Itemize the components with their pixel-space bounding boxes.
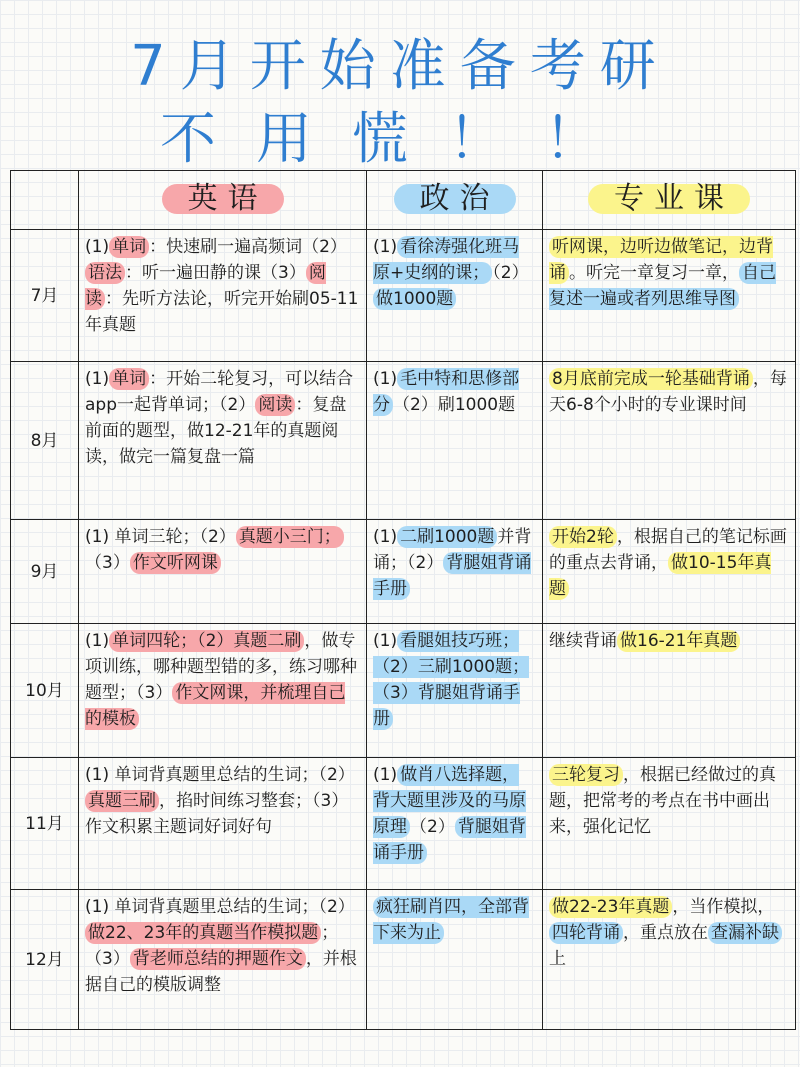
highlighted-text: 四轮背诵 xyxy=(549,922,623,944)
plan-cell-major xyxy=(543,230,796,362)
highlighted-text: 查漏补缺 xyxy=(708,922,782,944)
month-row xyxy=(11,758,796,890)
month-row xyxy=(11,624,796,758)
highlighted-text: 开始2轮 xyxy=(549,526,617,548)
plan-text: （2） xyxy=(199,527,236,547)
plan-cell-politics xyxy=(367,624,543,758)
plan-text: (1) 单词背真题里总结的生词；（2） xyxy=(85,897,355,917)
highlighted-text: 自己复述一遍或者列思维导图 xyxy=(549,263,776,309)
plan-text: ：快速刷一遍高频词（2） xyxy=(149,237,347,257)
plan-text: ：复盘前面的题型，做12-21年的真题阅读，做完一篇复盘一篇 xyxy=(85,395,347,467)
plan-text: ，根据自己的笔记标画的重点去背诵， xyxy=(549,527,787,573)
month-label: 11月 xyxy=(11,758,79,890)
plan-cell-major xyxy=(543,758,796,890)
month-row xyxy=(11,362,796,520)
column-header-politics xyxy=(367,171,543,230)
plan-cell-english xyxy=(79,362,367,520)
page-title-line-2: 不用慌！！ xyxy=(160,107,640,172)
plan-text: (1) xyxy=(373,369,398,389)
plan-text: ，并根据自己的模版调整 xyxy=(85,949,357,995)
plan-text: 上 xyxy=(549,949,566,969)
highlighted-text: 阅读 xyxy=(255,394,295,416)
header-major-label: 专业课 xyxy=(588,184,750,214)
month-row xyxy=(11,890,796,1030)
highlighted-text: 真题小三门； xyxy=(236,526,344,548)
highlighted-text: 做22、23年的真题当作模拟题 xyxy=(85,922,321,944)
highlighted-text: 看腿姐技巧班；（2）三刷1000题；（3）背腿姐背诵手册 xyxy=(373,631,530,729)
highlighted-text: 背腿姐背诵手册 xyxy=(373,553,532,599)
plan-cell-english xyxy=(79,520,367,624)
plan-text: (1) 单词三轮； xyxy=(85,527,200,547)
plan-text: (1) xyxy=(85,237,110,257)
highlighted-text: 二刷1000题 xyxy=(397,526,497,548)
plan-text: ，当作模拟， xyxy=(672,897,775,917)
plan-cell-major xyxy=(543,890,796,1030)
highlighted-text: 疯狂刷肖四，全部背下来为止 xyxy=(373,897,529,943)
column-header-english xyxy=(79,171,367,230)
plan-cell-major xyxy=(543,362,796,520)
highlighted-text: 做1000题 xyxy=(373,288,456,310)
month-row xyxy=(11,230,796,362)
plan-text: (1) xyxy=(85,631,110,651)
plan-cell-english xyxy=(79,624,367,758)
highlighted-text: 真题三刷 xyxy=(85,790,159,812)
highlighted-text: 做22-23年真题 xyxy=(549,896,672,918)
plan-cell-major xyxy=(543,520,796,624)
month-label: 7月 xyxy=(11,230,79,362)
plan-cell-politics xyxy=(367,520,543,624)
plan-text: 继续背诵 xyxy=(549,631,617,651)
plan-text: ：听一遍田静的课（3） xyxy=(125,263,306,283)
highlighted-text: 阅读 xyxy=(85,263,326,309)
highlighted-text: 作文听网课 xyxy=(130,552,221,574)
month-label: 8月 xyxy=(11,362,79,520)
plan-text: （3） xyxy=(85,553,130,573)
plan-text: ，做专项训练，哪种题型错的多，练习哪种题型；（3） xyxy=(85,631,357,703)
month-label: 12月 xyxy=(11,890,79,1030)
header-row xyxy=(11,171,796,230)
plan-text: ：开始二轮复习，可以结合app一起背单词；（2） xyxy=(85,369,354,415)
plan-text: ，每天6-8个小时的专业课时间 xyxy=(549,369,787,415)
header-politics-label: 政治 xyxy=(394,184,516,214)
plan-text: 。听完一章复习一章， xyxy=(569,263,739,283)
month-label: 9月 xyxy=(11,520,79,624)
plan-text: ，掐时间练习整套；（3）作文积累主题词好词好句 xyxy=(85,791,349,837)
plan-text: ，根据已经做过的真题，把常考的考点在书中画出来，强化记忆 xyxy=(549,765,776,837)
month-label: 10月 xyxy=(11,624,79,758)
plan-cell-major xyxy=(543,624,796,758)
plan-text: ：先听方法论，听完开始刷05-11年真题 xyxy=(85,289,359,335)
column-header-major xyxy=(543,171,796,230)
corner-cell xyxy=(11,171,79,230)
header-english-label: 英语 xyxy=(162,184,284,214)
plan-text: （2） xyxy=(410,817,455,837)
highlighted-text: 做肖八选择题，背大题里涉及的马原原理 xyxy=(373,765,526,837)
highlighted-text: 做10-15年真题 xyxy=(549,553,772,599)
plan-cell-english xyxy=(79,890,367,1030)
plan-text: ；（3） xyxy=(85,923,339,969)
highlighted-text: 听网课，边听边做笔记，边背诵 xyxy=(549,237,773,283)
plan-text: ，重点放在 xyxy=(623,923,708,943)
highlighted-text: 背腿姐背诵手册 xyxy=(373,817,526,863)
highlighted-text: 单词四轮；（2）真题二刷 xyxy=(109,630,304,652)
month-row xyxy=(11,520,796,624)
plan-text: (1) xyxy=(373,765,398,785)
plan-cell-politics xyxy=(367,230,543,362)
page-title-line-1: 7月开始准备考研 xyxy=(130,34,670,99)
plan-text: （2） xyxy=(492,263,529,283)
highlighted-text: 毛中特和思修部分 xyxy=(373,369,520,415)
plan-body xyxy=(11,230,796,1030)
plan-cell-english xyxy=(79,758,367,890)
study-plan-table xyxy=(10,170,796,1030)
highlighted-text: 作文网课，并梳理自己的模板 xyxy=(85,683,346,729)
highlighted-text: 三轮复习 xyxy=(549,764,623,786)
plan-cell-politics xyxy=(367,362,543,520)
plan-text: (1) xyxy=(373,631,398,651)
highlighted-text: 背老师总结的押题作文 xyxy=(130,948,306,970)
highlighted-text: 8月底前完成一轮基础背诵 xyxy=(549,368,753,390)
plan-cell-politics xyxy=(367,890,543,1030)
plan-text: (1) 单词背真题里总结的生词；（2） xyxy=(85,765,355,785)
highlighted-text: 看徐涛强化班马原+史纲的课； xyxy=(373,237,520,283)
plan-text: (1) xyxy=(373,527,398,547)
plan-text: (1) xyxy=(373,237,398,257)
highlighted-text: 做16-21年真题 xyxy=(617,630,740,652)
plan-text: （2）刷1000题 xyxy=(393,395,516,415)
plan-cell-english xyxy=(79,230,367,362)
plan-cell-politics xyxy=(367,758,543,890)
plan-text: 并背诵；（2） xyxy=(373,527,532,573)
highlighted-text: 语法 xyxy=(85,262,125,284)
plan-text: (1) xyxy=(85,369,110,389)
highlighted-text: 单词 xyxy=(109,236,149,258)
highlighted-text: 单词 xyxy=(109,368,149,390)
